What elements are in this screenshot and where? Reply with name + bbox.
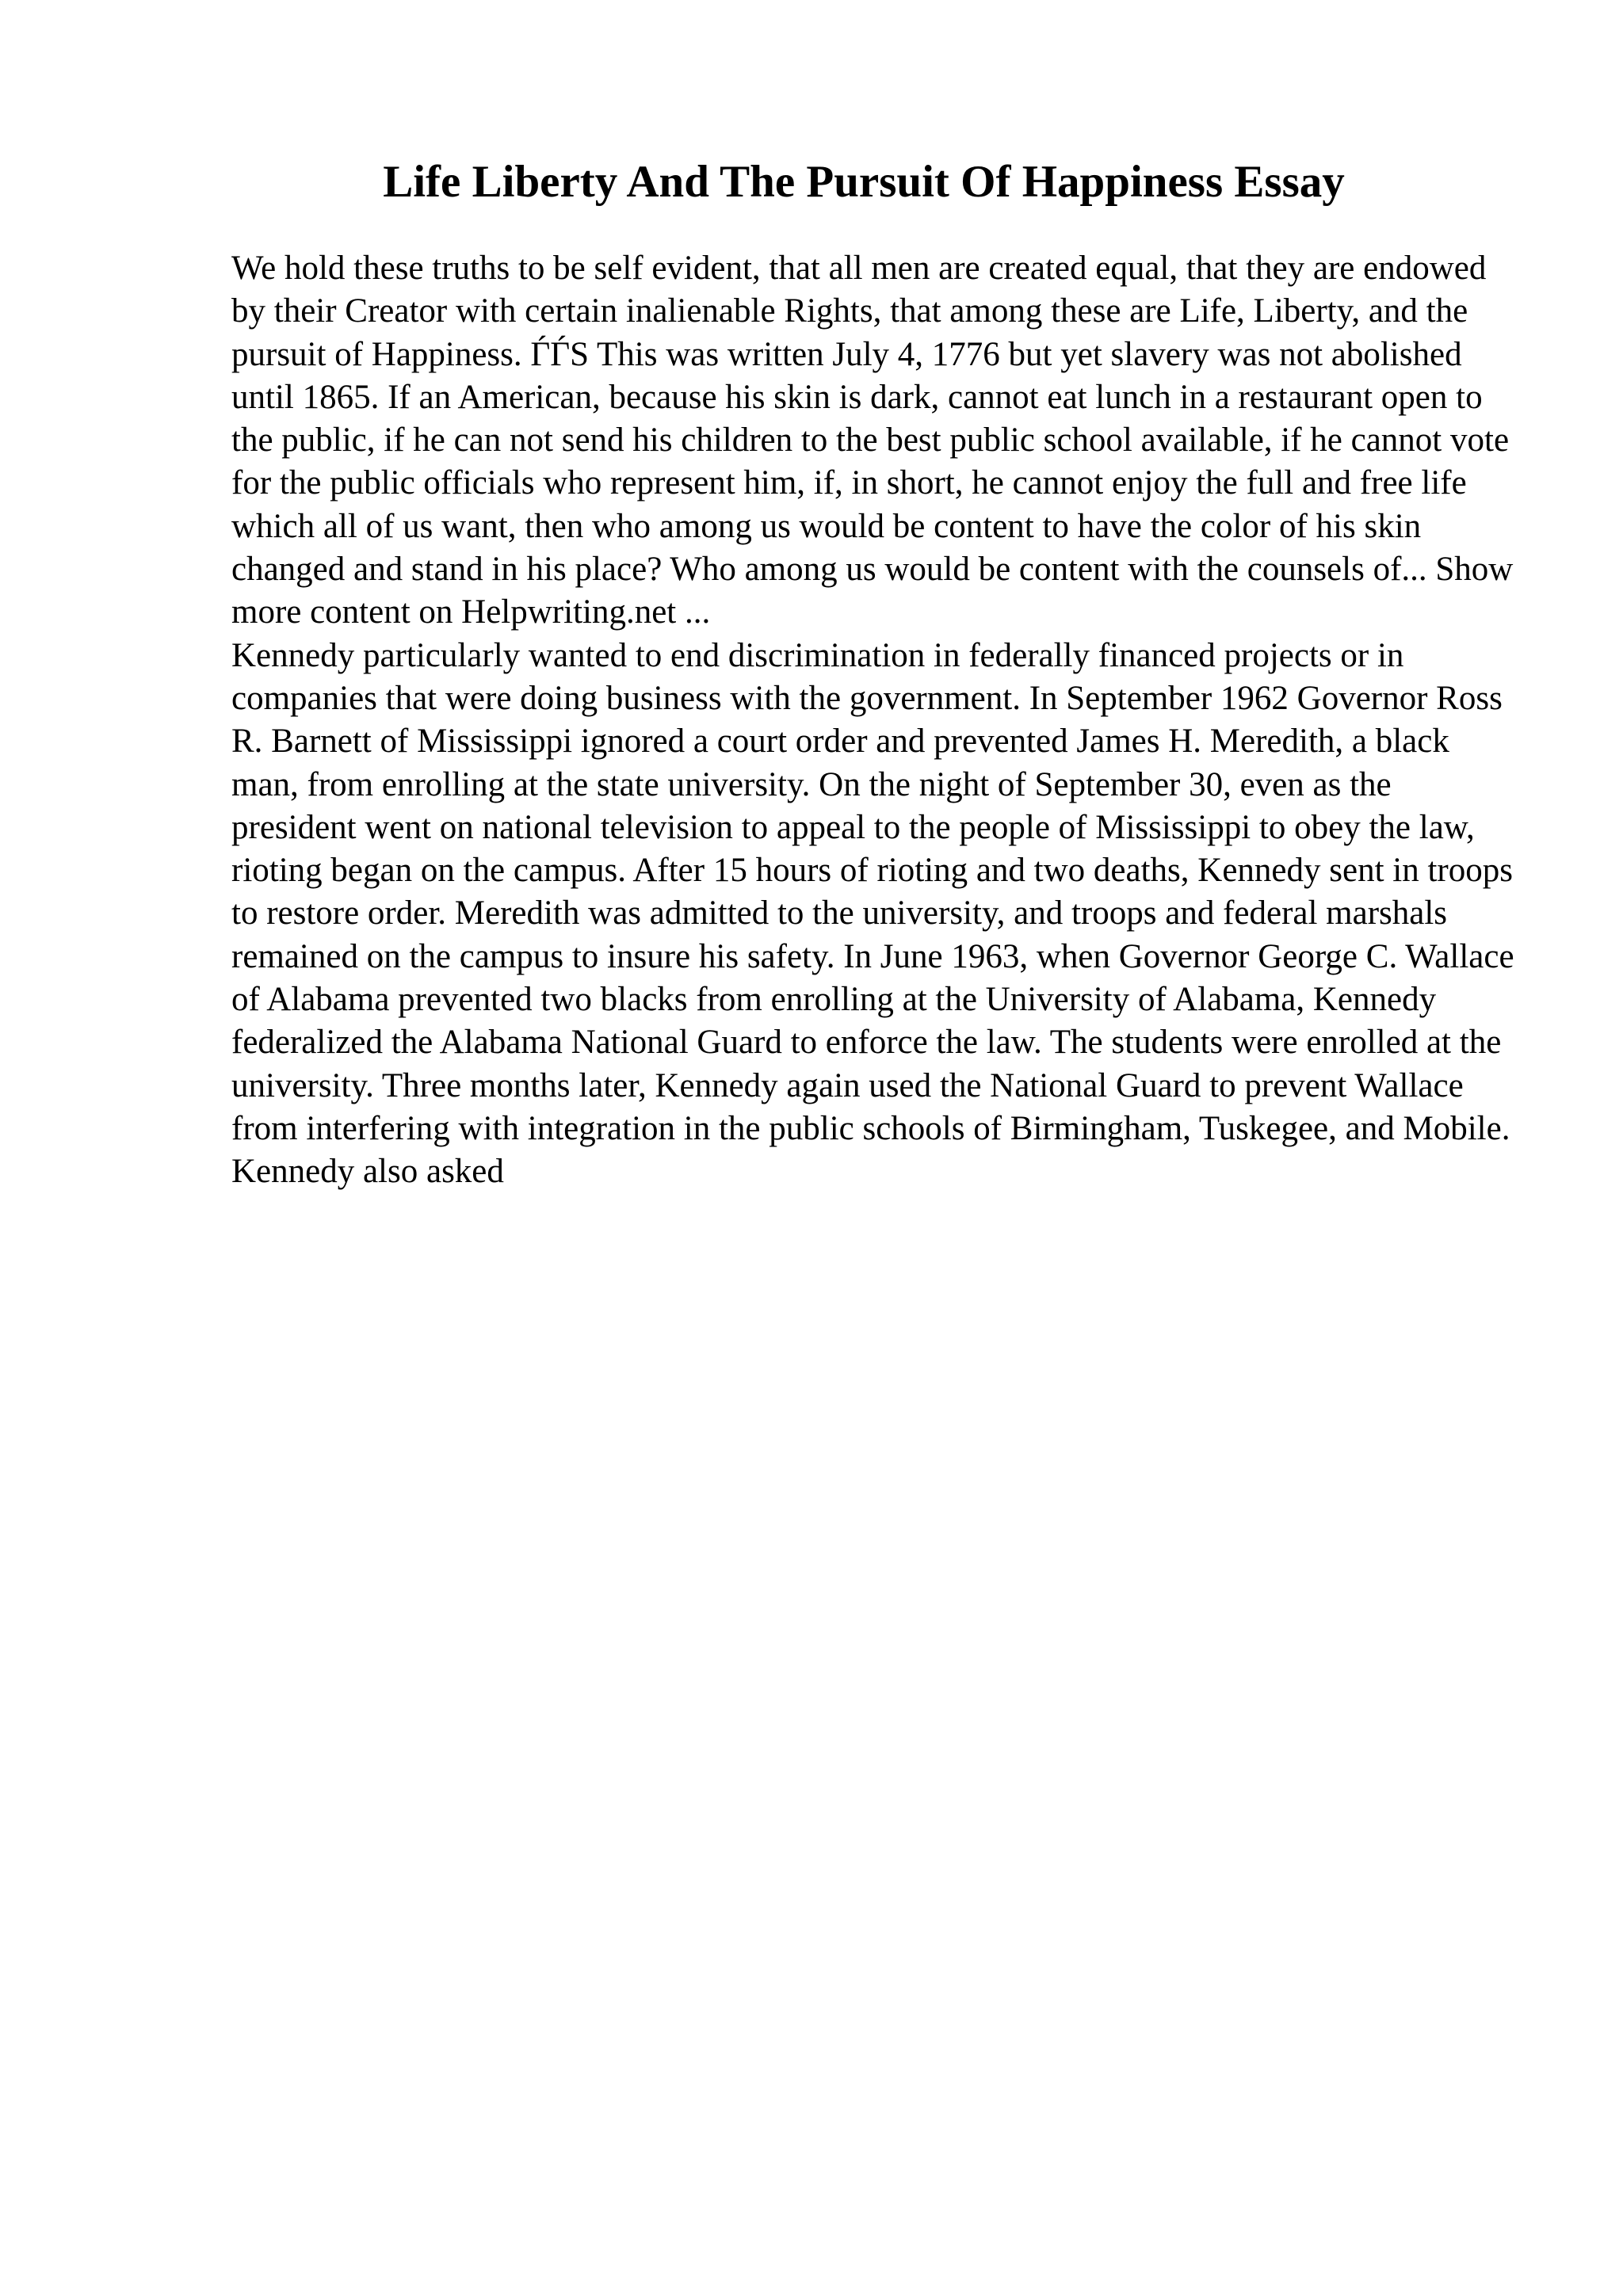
document-title: Life Liberty And The Pursuit Of Happiness Essay bbox=[383, 157, 1345, 207]
paragraph-2: Kennedy particularly wanted to end discrimination in federally financed projects or in companies that were doing business with the government. In September 1962 Governor Ross R. Barnett of Mississippi ignored a court order and prevented James H. Meredith, a black man, from enrolling at the state university. On the night of September 30, even as the president went on national television to appeal to the people of Mississippi to obey the law, rioting began on the campus. After 15 hours of rioting and two deaths, Kennedy sent in troops to restore order. Meredith was admitted to the university, and troops and federal marshals remained on the campus to insure his safety. In June 1963, when Governor George C. Wallace of Alabama prevented two blacks from enrolling at the University of Alabama, Kennedy federalized the Alabama National Guard to enforce the law. The students were enrolled at the university. Three months later, Kennedy again used the National Guard to prevent Wallace from interfering with integration in the public schools of Birmingham, Tuskegee, and Mobile. Kennedy also asked bbox=[231, 636, 1514, 1191]
paragraph-1: We hold these truths to be self evident, that all men are created equal, that they are endowed by their Creator with certain inalienable Rights, that among these are Life, Liberty, and the pursuit of Happiness. ЃЃS This was written July 4, 1776 but yet slavery was not abolished until 1865. If an American, because his skin is dark, cannot eat lunch in a restaurant open to the public, if he can not send his children to the best public school available, if he cannot vote for the public officials who represent him, if, in short, he cannot enjoy the full and free life which all of us want, then who among us would be content to have the color of his skin changed and stand in his place? Who among us would be content with the counsels of... Show more content on Helpwriting.net ... bbox=[231, 250, 1514, 631]
document-body bbox=[231, 247, 1515, 1194]
